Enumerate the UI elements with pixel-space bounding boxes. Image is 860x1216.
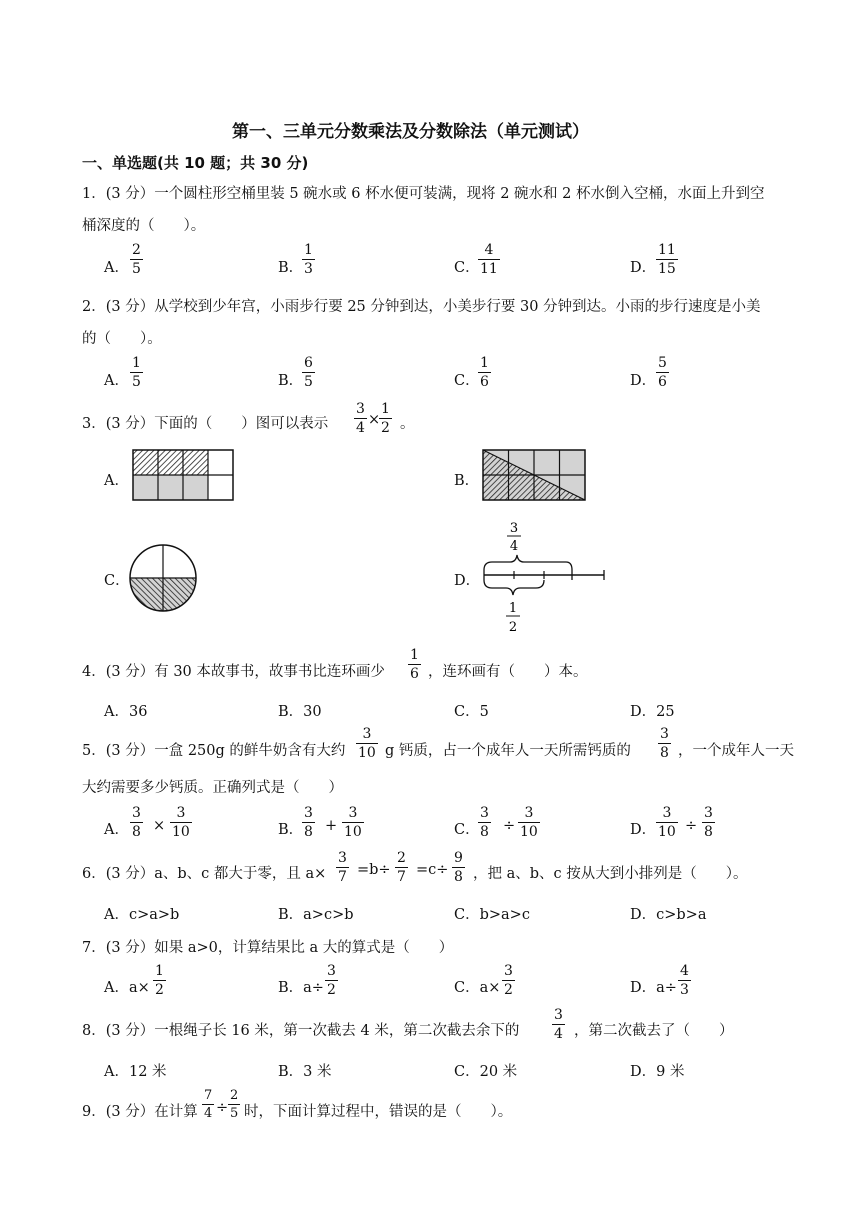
q2-option-c-label: C． xyxy=(454,373,480,389)
q6-option-b: B．a>c>b xyxy=(278,907,354,923)
q5-option-c-label: C． xyxy=(454,822,480,838)
q5-option-a-fraction-1: $\frac{3}{8}$ xyxy=(132,805,141,840)
q4-text-end: ，连环画有（ ）本。 xyxy=(428,664,588,680)
q5-text-mid: g 钙质，占一个成年人一天所需钙质的 xyxy=(385,743,631,759)
q1-option-a-label: A． xyxy=(104,260,129,276)
q3-d-top-numerator: 3 xyxy=(509,521,519,536)
q2-option-a-fraction: $\frac{1}{5}$ xyxy=(132,355,141,390)
question-7-text: 7．(3 分）如果 a>0，计算结果比 a 大的算式是（ ） xyxy=(82,940,454,956)
q8-option-b: B．3 米 xyxy=(278,1064,332,1080)
q8-option-a: A．12 米 xyxy=(104,1064,167,1080)
q2-option-b-fraction: $\frac{6}{5}$ xyxy=(304,355,313,390)
question-9-text: 9．(3 分）在计算 xyxy=(82,1104,198,1120)
q3-d-bottom-numerator: 1 xyxy=(508,601,518,616)
q9-fraction-1: $\frac{7}{4}$ xyxy=(204,1088,213,1121)
q1-option-a-fraction: $\frac{2}{5}$ xyxy=(132,242,141,277)
q7-option-b-label: B．a÷ xyxy=(278,980,324,996)
q3-option-b-label: B． xyxy=(454,473,480,489)
question-8-text: 8．(3 分）一根绳子长 16 米，第一次截去 4 米，第二次截去余下的 xyxy=(82,1023,520,1039)
q7-option-c-fraction: $\frac{3}{2}$ xyxy=(504,963,513,998)
q5-option-c-fraction-2: $\frac{3}{10}$ xyxy=(520,805,538,840)
q5-option-d-operator: ÷ xyxy=(685,818,698,834)
q5-fraction-2: $\frac{3}{8}$ xyxy=(660,726,669,761)
q5-option-c-operator: ÷ xyxy=(503,818,516,834)
q9-text-end: 时，下面计算过程中，错误的是（ ）。 xyxy=(244,1104,513,1120)
section-heading: 一、单选题(共 10 题；共 30 分) xyxy=(82,154,309,172)
q3-times-sign: × xyxy=(368,412,381,428)
q5-option-b-fraction-1: $\frac{3}{8}$ xyxy=(304,805,313,840)
q7-option-c-label: C．a× xyxy=(454,980,501,996)
q8-option-d: D．9 米 xyxy=(630,1064,685,1080)
q1-option-d-label: D． xyxy=(630,260,657,276)
q5-option-b-operator: + xyxy=(325,818,338,834)
question-5-text-cont: 大约需要多少钙质。正确列式是（ ） xyxy=(82,780,343,796)
q7-option-b-fraction: $\frac{3}{2}$ xyxy=(327,963,336,998)
q6-text-b: =b÷ xyxy=(357,862,391,878)
q6-text-end: ，把 a、b、c 按从大到小排列是（ ）。 xyxy=(473,866,748,882)
q5-option-a-operator: × xyxy=(153,818,166,834)
q3-option-c-label: C． xyxy=(104,573,130,589)
q7-option-d-label: D．a÷ xyxy=(630,980,677,996)
q5-option-a-label: A． xyxy=(104,822,129,838)
q6-option-d: D．c>b>a xyxy=(630,907,707,923)
q5-option-d-label: D． xyxy=(630,822,657,838)
question-4-text: 4．(3 分）有 30 本故事书，故事书比连环画少 xyxy=(82,664,385,680)
q1-option-d-fraction: $\frac{11}{15}$ xyxy=(658,242,676,277)
q7-option-a-fraction: $\frac{1}{2}$ xyxy=(155,963,164,998)
q2-option-b-label: B． xyxy=(278,373,304,389)
q5-option-b-label: B． xyxy=(278,822,304,838)
q5-option-d-fraction-2: $\frac{3}{8}$ xyxy=(704,805,713,840)
q4-option-b: B．30 xyxy=(278,704,322,720)
q6-fraction-2: $\frac{2}{7}$ xyxy=(397,850,406,885)
q7-option-d-fraction: $\frac{4}{3}$ xyxy=(680,963,689,998)
q3-option-c-circle-diagram xyxy=(128,543,198,613)
q3-d-bottom-denominator: 2 xyxy=(508,620,518,635)
q3-option-a-label: A． xyxy=(104,473,129,489)
q5-option-c-fraction-1: $\frac{3}{8}$ xyxy=(480,805,489,840)
q3-option-a-grid-diagram xyxy=(132,449,236,502)
q5-option-d-fraction-1: $\frac{3}{10}$ xyxy=(658,805,676,840)
q4-option-c: C．5 xyxy=(454,704,489,720)
q6-text-c: =c÷ xyxy=(416,862,449,878)
question-1-text-cont: 桶深度的（ ）。 xyxy=(82,218,206,234)
q2-option-d-label: D． xyxy=(630,373,657,389)
q3-option-b-grid-diagram xyxy=(482,449,588,502)
q2-option-a-label: A． xyxy=(104,373,129,389)
q3-fraction-2: $\frac{1}{2}$ xyxy=(381,401,390,436)
q2-option-c-fraction: $\frac{1}{6}$ xyxy=(480,355,489,390)
question-1-text: 1．(3 分）一个圆柱形空桶里装 5 碗水或 6 杯水便可装满，现将 2 碗水和 2 杯水倒入空桶，水面上升到空 xyxy=(82,186,765,202)
q3-option-d-label: D． xyxy=(454,573,481,589)
question-5-text: 5．(3 分）一盒 250g 的鲜牛奶含有大约 xyxy=(82,743,346,759)
q8-fraction: $\frac{3}{4}$ xyxy=(554,1007,563,1042)
q9-fraction-2: $\frac{2}{5}$ xyxy=(230,1088,239,1121)
q4-option-a: A．36 xyxy=(104,704,148,720)
page-title: 第一、三单元分数乘法及分数除法（单元测试） xyxy=(232,122,589,142)
question-2-text: 2．(3 分）从学校到少年宫，小雨步行要 25 分钟到达，小美步行要 30 分钟到达。小雨的步行速度是小美 xyxy=(82,299,761,315)
q3-d-top-denominator: 4 xyxy=(509,539,519,554)
q4-option-d: D．25 xyxy=(630,704,675,720)
question-6-text: 6．(3 分）a、b、c 都大于零，且 a× xyxy=(82,866,327,882)
q1-option-b-label: B． xyxy=(278,260,304,276)
q6-fraction-1: $\frac{3}{7}$ xyxy=(338,850,347,885)
q8-option-c: C．20 米 xyxy=(454,1064,518,1080)
q4-fraction: $\frac{1}{6}$ xyxy=(410,647,419,682)
q6-option-a: A．c>a>b xyxy=(104,907,180,923)
q7-option-a-label: A．a× xyxy=(104,980,150,996)
q3-text-end: 。 xyxy=(400,416,415,432)
q9-operator: ÷ xyxy=(216,1100,229,1116)
q6-option-c: C．b>a>c xyxy=(454,907,530,923)
question-2-text-cont: 的（ ）。 xyxy=(82,331,162,347)
q6-fraction-3: $\frac{9}{8}$ xyxy=(454,850,463,885)
q3-fraction-1: $\frac{3}{4}$ xyxy=(356,401,365,436)
q5-option-a-fraction-2: $\frac{3}{10}$ xyxy=(172,805,190,840)
question-3-text: 3．(3 分）下面的（ ）图可以表示 xyxy=(82,416,329,432)
q5-text-end: ，一个成年人一天 xyxy=(678,743,794,759)
q1-option-c-fraction: $\frac{4}{11}$ xyxy=(480,242,498,277)
q8-text-end: ，第二次截去了（ ） xyxy=(574,1023,734,1039)
q1-option-c-label: C． xyxy=(454,260,480,276)
q2-option-d-fraction: $\frac{5}{6}$ xyxy=(658,355,667,390)
q1-option-b-fraction: $\frac{1}{3}$ xyxy=(304,242,313,277)
q5-fraction-1: $\frac{3}{10}$ xyxy=(358,726,376,761)
q5-option-b-fraction-2: $\frac{3}{10}$ xyxy=(344,805,362,840)
q3-option-d-line-diagram xyxy=(478,520,608,638)
